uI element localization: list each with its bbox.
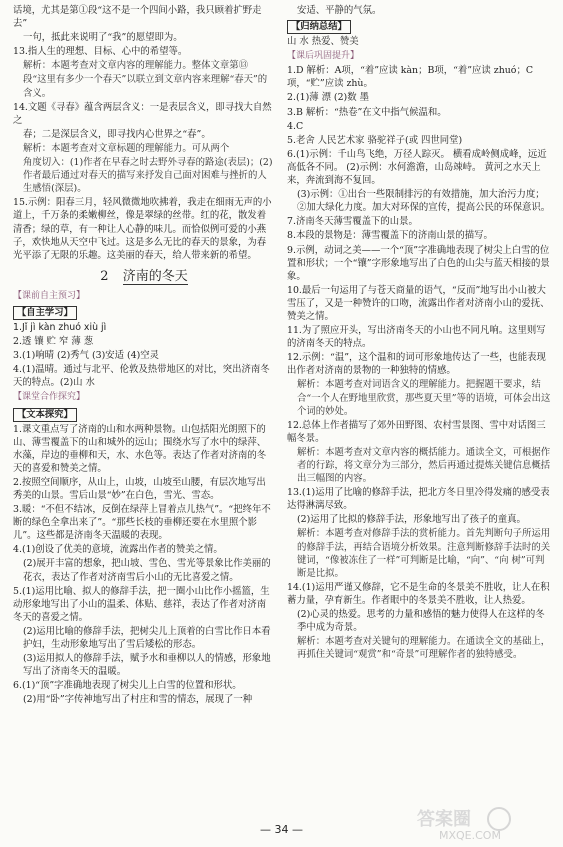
answer-line: 13.(1)运用了比喻的修辞手法，把北方冬日里冷得发痛的感受表达得淋漓尽致。 [287,487,550,512]
answer-line: (2)运用了比拟的修辞手法，形象地写出了孩子的童真。 [297,514,526,526]
lesson-title: 济南的冬天 [122,268,188,284]
answer-line: 春；二是深层含义，即寻找内心世界之“春”。 [23,128,211,140]
answer-line: 12.总体上作者描写了郊外田野图、农村雪景图、雪中对话图三幅冬景。 [287,419,546,444]
answer-line: 12.示例：“温”，这个温和的词可形象地传达了一些，也能表现出作者对济南的景物的一种独特的情感。 [287,352,546,377]
explanation: 段“这里有多少一个春天”以联立到文章内容来理解“春天”的含义。 [23,74,268,99]
answer-line: 话境，尤其是第①段“这不是一个四间小路，我只顾着扩野走去” [13,5,262,30]
answer-line: (2)心灵的热爱。思考的力量和感悟的魅力使得人在这样的冬季中成为奇景。 [297,609,545,634]
section-tag: 【课前自主预习】 [13,290,86,301]
answer-line: 4.C [287,120,304,132]
answer-15: 15.示例：阳春三月，轻风微微地吹拂着，我走在细雨无声的小道上，千万条的柔嫩柳丝，像是翠绿的丝带。红的花，散发着清香；绿的草，有一种让人心静的味儿。而恰似例可爱的小燕子，欢快地从天空中飞过。这是多么无比的春天的景象，为春光平添了无限的乐趣。这美丽的春天，给人带来新的希望。 [13,197,272,261]
watermark-circle-icon [488,808,510,830]
answer-line: 安适、平静的气氛。 [297,5,382,16]
answer-line: 3.暖：“不但不结冰，反倒在绿萍上冒着点儿热气”。“把终年不断的绿色全拿出来了”。“那些长枝的垂柳还要在水里照个影儿”。这些都是济南冬天温暖的表现。 [13,504,271,542]
answer-line: 1.课文重点写了济南的山和水两种景物。山包括阳光朗照下的山、薄雪覆盖下的山和城外的远山；围绕水写了水中的绿萍、水藻，岸边的垂柳和天，水、水色等。表达了作者对济南的冬天的喜爱和赞美之情。 [13,423,267,474]
explanation: 解析：本题考查对修辞手法的赏析能力。首先判断句子所运用的修辞手法，再结合语境分析效果。注意判断修辞手法时的关键词，“像被冻住了一样”可判断是比喻，“向”、“向 树”可判断是比拟。 [297,528,551,579]
answer-line: 2.透 镶 贮 窄 薄 葱 [13,336,94,348]
answer-line: 3.(1)响晴 (2)秀气 (3)安适 (4)空灵 [13,350,160,362]
watermark-logo [379,805,549,843]
answer-line: 山 水 热爱、赞美 [287,36,359,48]
watermark-text: 答案圈 [417,809,471,830]
answer-line: 6.(1)示例：千山鸟飞绝，万径人踪灭。 横看成岭侧成峰，远近高低各不同。 (2)示例：水何澹澹，山岛竦峙。 黄河之水天上来，奔流到海不复回。 [287,148,547,187]
answer-line: 1.D 解析：A项，“着”应读 kàn；B项，“着”应读 zhuó；C项，“贮”应读 zhù。 [287,65,533,90]
answer-line: 6.(1)“顶”字准确地表现了树尖儿上白雪的位置和形状。 [13,680,242,692]
explanation: 解析：本题考查对词语含义的理解能力。把握题干要求，结合“一个人在野地里欣赏，那些夏天里”等的语境，可体会出这个词的妙处。 [297,379,551,417]
explanation: 解析：本题考查对文章内容的理解能力。整体文章第⑬ [23,60,249,72]
lesson-heading [13,270,275,285]
section-tag: 【文本探究】 [13,408,77,422]
answer-line: (2)运用比喻的修辞手法，把树尖儿上顶着的白雪比作日本看护妇，生动形象地写出了雪后矮松的形态。 [23,625,271,651]
answer-line: 3.B 解析：“热卷”在文中指气候温和。 [287,106,447,118]
answer-line: 7.济南冬天薄雪覆盖下的山景。 [287,216,418,228]
left-column [13,4,275,708]
answer-line: 10.最后一句运用了与苍天商量的语气，“反而”地写出小山被大雪压了，又是一种赞许的口吻，流露出作者对济南小山的爱抚、赞美之情。 [287,284,550,322]
answer-line: 9.示例，动词之美——一个“顶”字准确地表现了树尖上白雪的位置和形状；一个“镶”字形象地写出了白色的山尖与蓝天相接的景象。 [287,244,550,282]
answer-line: 2.按照空间顺序，从山上，山坡，山坡至山腰，有层次地写出秀美的山景。雪后山景“妙”在白色，雪光、雪态。 [13,476,266,501]
explanation: 解析：本题考查对文章内容的概括能力。通读全文，可根据作者的行踪，将文章分为三部分，然后再通过提炼关键信息概括出三幅图的内容。 [297,446,551,485]
explanation: 解析：本题考查对关键句的理解能力。在通读全文的基础上，再抓住关键词“观赏”和“奇景”可理解作者的独特感受。 [297,636,551,661]
page-number: — 34 — [260,823,303,836]
right-column [287,4,551,662]
answer-line: 1.Jǐ jì kàn zhuó xiù jì [13,321,107,333]
answer-line: 5.老舍 人民艺术家 骆驼祥子(或 四世同堂) [287,134,463,146]
section-tag: 【课后巩固提升】 [287,51,360,62]
answer-line: 8.本段的景物是：薄雪覆盖下的济南山景的描写。 [287,230,493,242]
answer-14: 14.文题《寻春》蕴含两层含义：一是表层含义，即寻找大自然之 [13,101,272,126]
answer-line: 2.(1)薄 漂 (2)数 墨 [287,92,369,104]
answer-line: 14.(1)运用严谨又修辞，它不是生命的冬景美不胜收，让人在积蓄力量，孕育新生。作者眼中的冬景美不胜收，让人热爱。 [287,581,550,606]
answer-13: 13.指人生的理想、目标、心中的希望等。 [13,46,188,58]
answer-line: (3)示例：①出台一些限制排污的有效措施，加大治污力度；②加大绿化力度。加大对环保的宣传，提高公民的环保意识。 [297,189,551,214]
answer-line: 5.(1)运用比喻、拟人的修辞手法，把一圈小山比作小摇篮，生动形象地写出了小山的温柔、体贴、慈祥，表达了作者对济南冬天的喜爱之情。 [13,585,270,623]
lesson-number: 2 [100,268,109,284]
explanation: 角度切入：(1)作者在早春之时去野外寻春的路途(表层)；(2)作者最后通过对春天的描写来抒发自己面对困难与挫折的人生感悟(深层)。 [23,157,273,195]
answer-line: 4.(1)创设了优美的意境，流露出作者的赞美之情。 [13,544,223,556]
section-tag: 【课堂合作探究】 [13,392,86,403]
section-tag: 【归纳总结】 [287,20,351,34]
explanation: 解析：本题考查对文章标题的理解能力。可从两个 [23,142,230,154]
watermark-url: MXQE.COM [439,829,501,842]
answer-line: 4.(1)温晴。通过与北平、伦敦及热带地区的对比，突出济南冬天的特点。(2)山 水 [13,364,270,389]
section-tag: 【自主学习】 [13,306,77,320]
answer-line: 一句，抵此来说明了“我”的愿望即为。 [23,32,183,44]
answer-line: (2)展开丰富的想象，把山坡、雪色、雪光等景象比作美丽的花衣，表达了作者对济南雪后小山的无比喜爱之情。 [23,558,271,583]
answer-line: 11.为了照应开头，写出济南冬天的小山也不同凡响。这里则写的济南冬天的特点。 [287,325,546,350]
answer-line: (3)运用拟人的修辞手法，赋予水和垂柳以人的情感，形象地写出了济南冬天的温暖。 [23,653,271,678]
answer-line: (2)用“卧”字传神地写出了村庄和雪的情态，展现了一种 [23,694,253,706]
